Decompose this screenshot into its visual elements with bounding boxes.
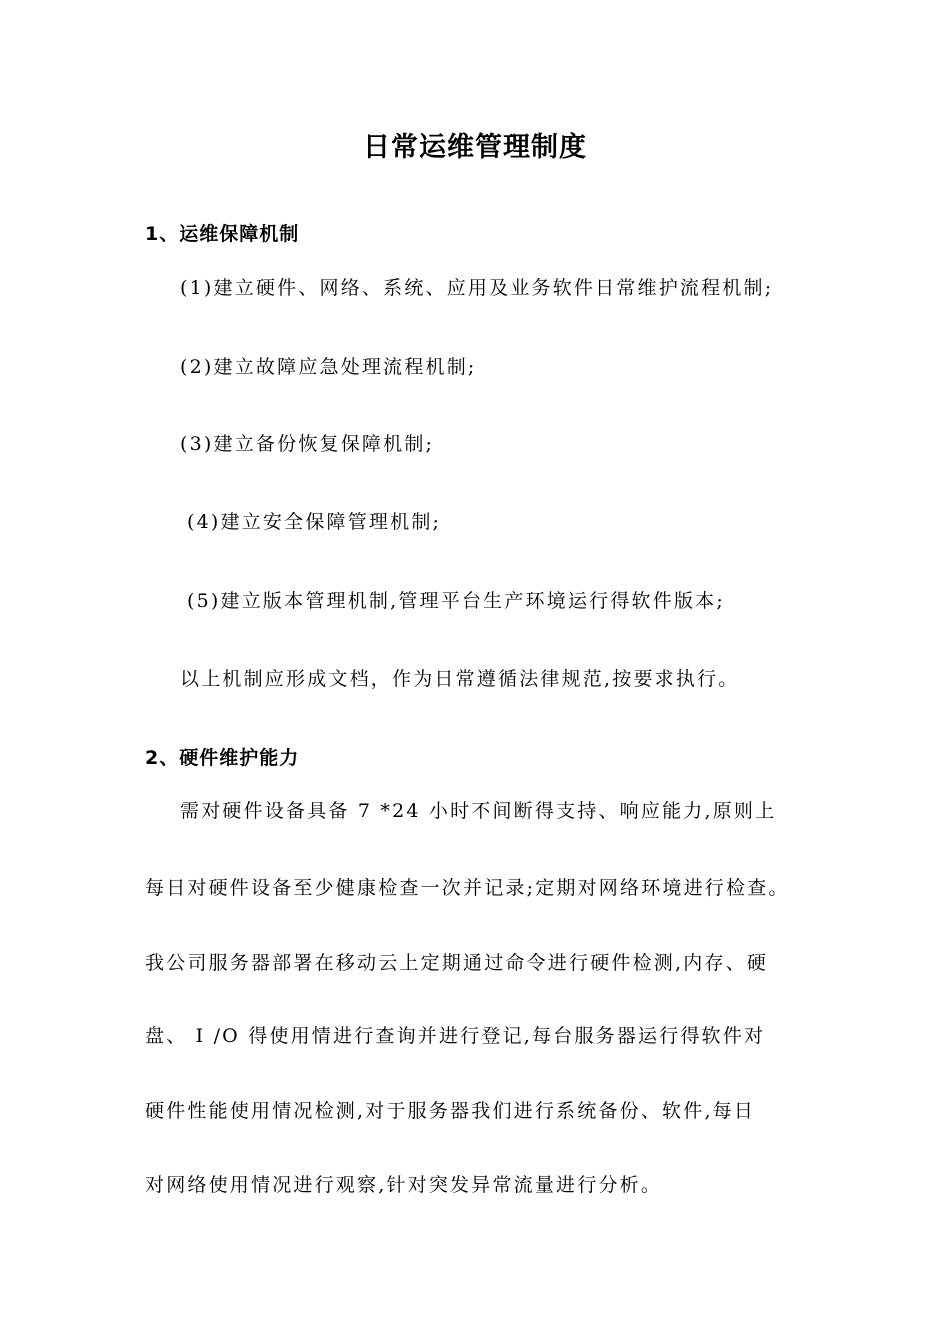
page-title: 日常运维管理制度 <box>363 132 587 163</box>
section1-summary: 以上机制应形成文档，作为日常遵循法律规范,按要求执行。 <box>180 668 740 690</box>
paragraph-line: 对网络使用情况进行观察,针对突发异常流量进行分析。 <box>145 1174 663 1196</box>
paragraph-line: 每日对硬件设备至少健康检查一次并记录;定期对网络环境进行检查。 <box>145 877 790 899</box>
paragraph-line: 盘、 I /O 得使用情进行查询并进行登记,每台服务器运行得软件对 <box>145 1025 766 1047</box>
section-heading-2: 2、硬件维护能力 <box>145 747 300 769</box>
paragraph-line: 需对硬件设备具备 7 *24 小时不间断得支持、响应能力,原则上 <box>180 800 777 822</box>
list-item: (3)建立备份恢复保障机制; <box>180 433 435 455</box>
paragraph-line: 硬件性能使用情况检测,对于服务器我们进行系统备份、软件,每日 <box>145 1100 756 1122</box>
section-heading-1: 1、运维保障机制 <box>145 223 300 245</box>
list-item: (5)建立版本管理机制,管理平台生产环境运行得软件版本; <box>187 590 725 612</box>
list-item: (1)建立硬件、网络、系统、应用及业务软件日常维护流程机制; <box>180 277 774 299</box>
list-item: (2)建立故障应急处理流程机制; <box>180 356 477 378</box>
paragraph-line: 我公司服务器部署在移动云上定期通过命令进行硬件检测,内存、硬 <box>145 952 769 974</box>
list-item: (4)建立安全保障管理机制; <box>187 511 442 533</box>
